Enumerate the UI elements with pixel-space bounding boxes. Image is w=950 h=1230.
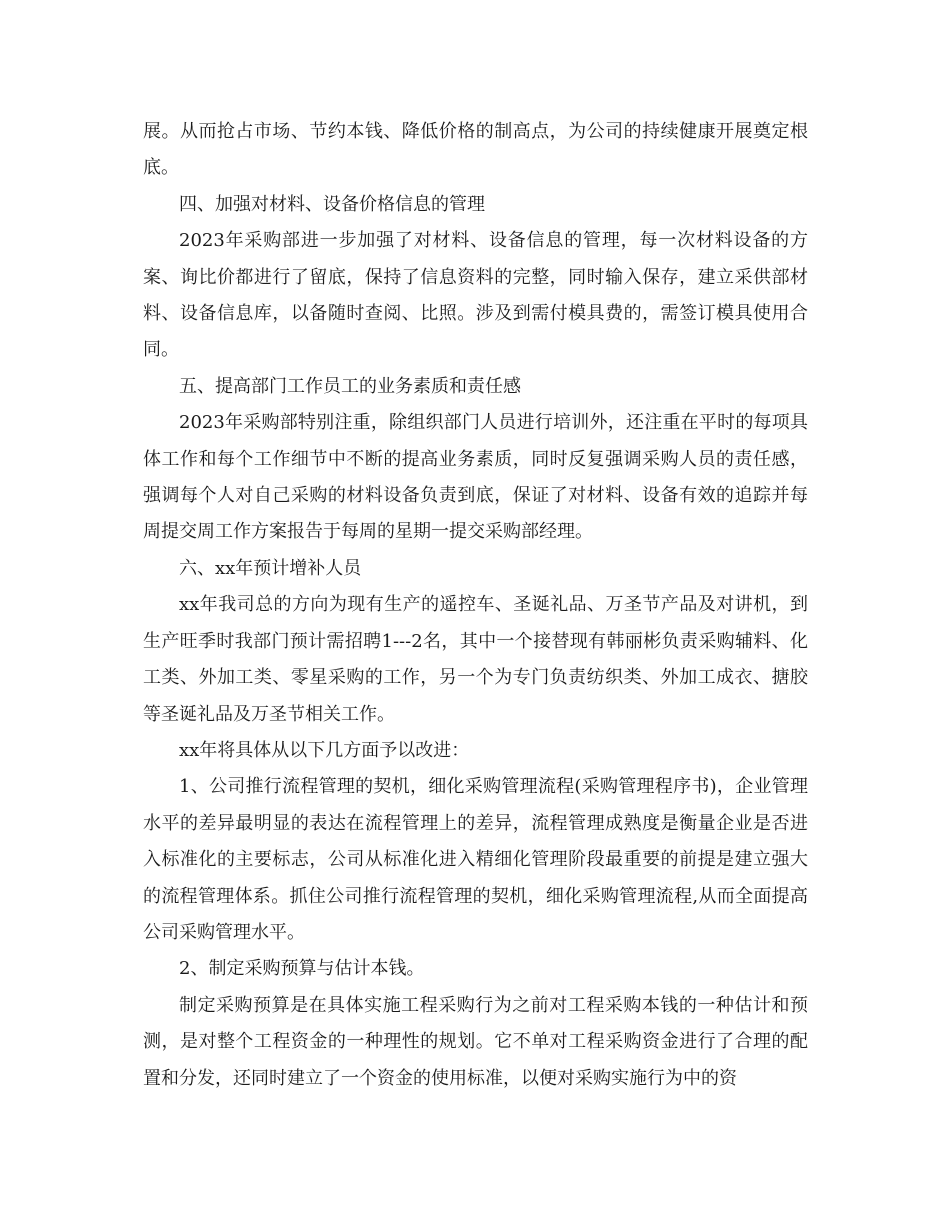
paragraph: xx年我司总的方向为现有生产的遥控车、圣诞礼品、万圣节产品及对讲机，到生产旺季时我部门预计需招聘1---2名，其中一个接替现有韩丽彬负责采购辅料、化工类、外加工类、零星采购的工作，另一个为专门负责纺织类、外加工成衣、搪胶等圣诞礼品及万圣节相关工作。 (143, 594, 808, 725)
paragraph-continuation: 展。从而抢占市场、节约本钱、降低价格的制高点，为公司的持续健康开展奠定根底。 (143, 121, 808, 179)
list-item-1: 1、公司推行流程管理的契机，细化采购管理流程(采购管理程序书)，企业管理水平的差异最明显的表达在流程管理上的差异，流程管理成熟度是衡量企业是否进入标准化的主要标志，公司从标准化进入精细化管理阶段最重要的前提是建立强大的流程管理体系。抓住公司推行流程管理的契机，细化采购管理流程,从而全面提高公司采购管理水平。 (143, 776, 808, 943)
paragraph: 制定采购预算是在具体实施工程采购行为之前对工程采购本钱的一种估计和预测，是对整个工程资金的一种理性的规划。它不单对工程采购资金进行了合理的配置和分发，还同时建立了一个资金的使用标准，以便对采购实施行为中的资 (143, 994, 808, 1089)
paragraph: 2023年采购部特别注重，除组织部门人员进行培训外，还注重在平时的每项具体工作和每个工作细节中不断的提高业务素质，同时反复强调采购人员的责任感，强调每个人对自己采购的材料设备负责到底，保证了对材料、设备有效的追踪并每周提交周工作方案报告于每周的星期一提交采购部经理。 (143, 412, 808, 543)
document-body (143, 114, 808, 1097)
section-heading-4: 四、加强对材料、设备价格信息的管理 (179, 193, 485, 215)
paragraph: 2023年采购部进一步加强了对材料、设备信息的管理，每一次材料设备的方案、询比价都进行了留底，保持了信息资料的完整，同时输入保存，建立采供部材料、设备信息库，以备随时查阅、比照。涉及到需付模具费的，需签订模具使用合同。 (143, 230, 808, 361)
section-heading-6: 六、xx年预计增补人员 (179, 557, 362, 579)
list-item-2: 2、制定采购预算与估计本钱。 (179, 958, 425, 980)
paragraph: xx年将具体从以下几方面予以改进： (179, 739, 470, 761)
section-heading-5: 五、提高部门工作员工的业务素质和责任感 (179, 375, 521, 397)
